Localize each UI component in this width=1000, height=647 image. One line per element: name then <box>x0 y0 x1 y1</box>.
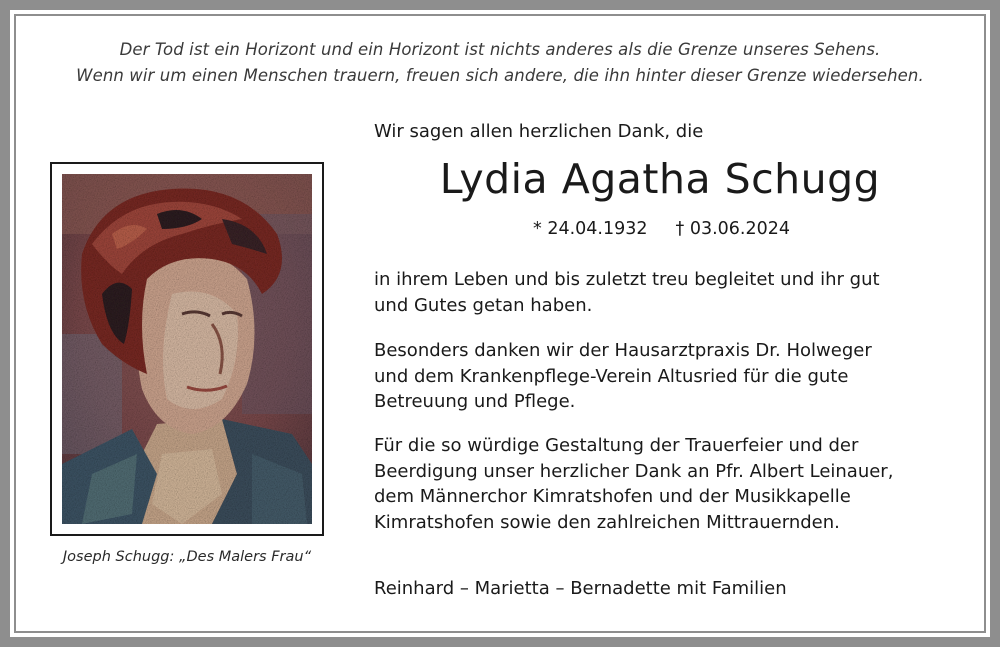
paragraph-line: dem Männerchor Kimratshofen und der Musikkapelle <box>374 486 851 507</box>
paragraph-line: und dem Krankenpflege-Verein Altusried für die gute <box>374 365 849 387</box>
painting-image <box>62 174 312 524</box>
birth-date: * 24.04.1932 <box>533 219 648 239</box>
paragraph-2 <box>374 338 914 415</box>
paragraph-line: Beerdigung unser herzlicher Dank an Pfr. Albert Leinauer, <box>374 460 894 482</box>
paragraph-1 <box>374 267 914 318</box>
motto-line-1: Der Tod ist ein Horizont und ein Horizont ist nichts anderes als die Grenze unseres Sehens. <box>119 40 881 59</box>
life-dates <box>533 219 790 239</box>
paragraph-line: Kimratshofen sowie den zahlreichen Mittrauernden. <box>374 511 840 533</box>
motto-line-2: Wenn wir um einen Menschen trauern, freuen sich andere, die ihn hinter dieser Grenze wiedersehen. <box>76 66 924 85</box>
deceased-name: Lydia Agatha Schugg <box>439 155 881 203</box>
death-date: † 03.06.2024 <box>675 219 791 239</box>
paragraph-line: in ihrem Leben und bis zuletzt treu begleitet und ihr gut <box>374 269 880 290</box>
paragraph-line: Besonders danken wir der Hausarztpraxis Dr. Holweger <box>374 340 872 361</box>
paragraph-line: und Gutes getan haben. <box>374 294 593 316</box>
paragraph-line: Betreuung und Pflege. <box>374 391 576 412</box>
portrait-painting <box>62 174 312 524</box>
portrait-caption: Joseph Schugg: „Des Malers Frau“ <box>62 549 312 565</box>
paragraph-line: Für die so würdige Gestaltung der Trauerfeier und der <box>374 435 859 456</box>
portrait-frame <box>50 162 324 536</box>
intro-text: Wir sagen allen herzlichen Dank, die <box>374 121 704 142</box>
paragraph-3 <box>374 433 934 535</box>
signature: Reinhard – Marietta – Bernadette mit Familien <box>374 578 787 599</box>
